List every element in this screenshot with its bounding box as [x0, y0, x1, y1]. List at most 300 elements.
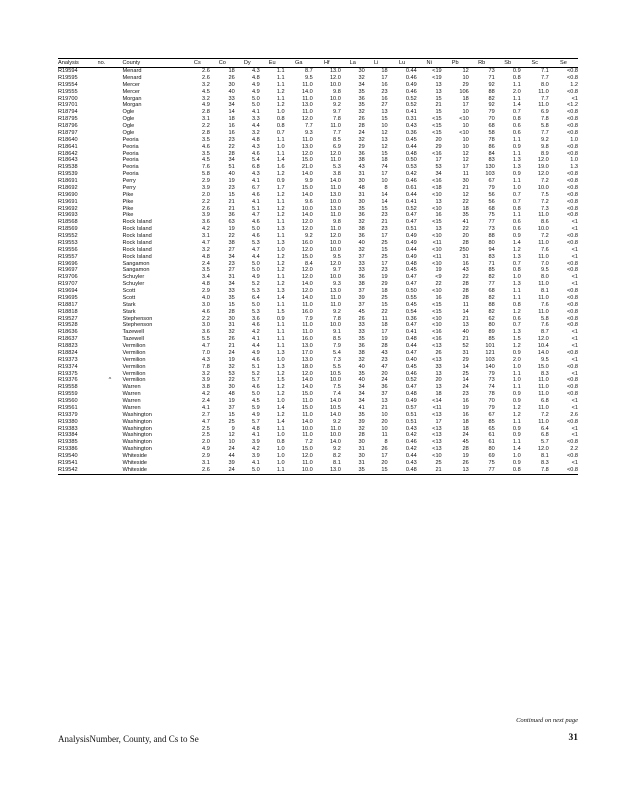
table-cell: 5.5 [202, 336, 210, 343]
table-cell: <9 [435, 274, 442, 281]
table-cell: R18692 [58, 184, 78, 191]
table-cell: 28 [358, 432, 365, 439]
table-cell: 3.2 [202, 246, 210, 253]
table-cell [98, 82, 123, 89]
table-cell: 23 [381, 267, 388, 274]
table-cell [98, 322, 123, 329]
table-row [58, 343, 578, 350]
table-cell: 83 [488, 253, 495, 260]
table-cell [98, 233, 123, 240]
table-cell [98, 384, 123, 391]
table-cell: R19379 [58, 411, 78, 418]
table-cell: 0.7 [512, 322, 521, 329]
table-cell [98, 254, 123, 261]
table-cell: 7.7 [541, 95, 549, 102]
table-cell: 17 [462, 164, 469, 171]
table-cell: 33 [358, 260, 365, 267]
table-cell: <0.8 [566, 191, 578, 198]
table-cell: R19552 [58, 233, 78, 239]
table-cell: 4.4 [251, 123, 260, 129]
table-cell: 4.9 [202, 102, 210, 109]
table-cell: 0.43 [405, 123, 417, 129]
table-cell: 36 [358, 212, 365, 219]
table-cell: 21 [228, 343, 235, 349]
table-cell: 40 [358, 377, 365, 384]
table-cell: 35 [358, 102, 365, 109]
table-row [58, 157, 578, 164]
table-cell: 25 [381, 294, 388, 301]
table-cell: 1.0 [512, 377, 521, 384]
table-cell: 67 [488, 178, 495, 184]
table-row [58, 123, 578, 130]
table-cell [98, 89, 123, 96]
table-cell: 5.4 [251, 157, 260, 164]
table-cell: 0.44 [405, 191, 417, 198]
table-cell: 0.49 [405, 233, 417, 239]
table-cell: 22 [462, 226, 469, 233]
table-cell: 11.0 [302, 95, 313, 102]
table-cell: 21 [228, 198, 235, 205]
table-cell: 0.41 [405, 198, 417, 205]
table-cell: 17 [381, 74, 388, 81]
table-cell: Washington [122, 439, 152, 446]
table-cell: <16 [432, 178, 442, 184]
table-cell: 0.9 [512, 391, 521, 398]
table-cell: 3.2 [251, 129, 260, 136]
table-cell: 1.0 [512, 274, 521, 281]
table-cell: <10 [432, 322, 442, 329]
table-cell: 7.0 [541, 260, 549, 267]
table-cell: 31 [358, 459, 365, 466]
table-cell: 70 [488, 398, 495, 404]
table-cell: 84 [488, 150, 495, 157]
table-cell: <10 [432, 191, 442, 198]
table-cell [98, 130, 123, 137]
table-cell: 74 [488, 384, 495, 391]
table-cell: <13 [432, 356, 442, 363]
table-cell: 13 [462, 322, 469, 329]
table-cell: <11 [432, 253, 442, 260]
table-cell: 48 [228, 391, 235, 398]
table-cell: 43 [462, 267, 469, 274]
table-row [58, 453, 578, 460]
table-cell: 3.1 [202, 116, 210, 123]
table-cell: 4.2 [251, 446, 260, 453]
table-cell: 13.0 [301, 143, 313, 150]
table-cell: 5.3 [251, 308, 260, 315]
table-cell: 12.0 [537, 446, 549, 453]
table-cell: 23 [228, 184, 235, 191]
table-cell: Ogle [122, 116, 135, 123]
table-cell: 3.8 [202, 384, 210, 391]
table-cell: 35 [358, 370, 365, 377]
table-cell: 75 [488, 459, 495, 466]
table-cell: 14.0 [301, 384, 313, 391]
table-cell: R19692 [58, 205, 78, 212]
table-cell [98, 274, 123, 281]
table-cell: 1.1 [512, 370, 521, 377]
table-cell: 20 [462, 233, 469, 239]
column-header: no. [98, 59, 123, 68]
table-cell: 12.0 [537, 157, 549, 164]
table-cell: 11.0 [538, 418, 549, 425]
table-cell: 0.48 [405, 336, 417, 343]
table-cell: 8.3 [541, 370, 549, 377]
table-cell: 77 [469, 467, 495, 474]
table-cell: 1.1 [276, 343, 285, 349]
table-cell: 1.0 [276, 446, 285, 453]
table-cell: 9 [231, 425, 235, 432]
table-cell: 12.0 [301, 370, 313, 377]
table-cell: 27 [228, 267, 235, 274]
table-cell: <0.8 [566, 178, 578, 184]
table-cell: 80 [488, 322, 495, 329]
table-cell: 103 [485, 171, 495, 178]
table-cell: 0.44 [405, 68, 417, 74]
table-cell: 16.0 [301, 336, 313, 343]
table-cell: 14.0 [301, 88, 313, 95]
table-cell: 4.4 [251, 253, 260, 260]
table-cell: 0.43 [405, 425, 417, 432]
table-cell: 10.0 [537, 184, 549, 191]
table-cell [98, 151, 123, 158]
table-cell: 4.7 [251, 246, 260, 253]
table-cell: 0.61 [405, 184, 417, 191]
table-cell: 1.1 [276, 233, 285, 239]
table-cell: 88 [488, 301, 495, 308]
table-cell: Washington [122, 418, 152, 425]
table-cell: 0.50 [405, 157, 417, 164]
table-cell: 0.8 [512, 205, 521, 212]
table-cell: 4.3 [251, 68, 260, 74]
table-row [58, 384, 578, 391]
table-cell: 9.1 [333, 329, 341, 336]
column-header: Analysis [58, 59, 98, 68]
table-cell: 10.0 [329, 198, 341, 205]
table-cell [98, 316, 123, 323]
table-cell: Peoria [122, 164, 139, 171]
table-cell: 10.4 [537, 343, 549, 349]
table-cell: 11.0 [302, 398, 313, 404]
table-cell: 10.5 [329, 370, 341, 377]
table-cell: 8.0 [541, 274, 549, 281]
table-cell: 3.8 [333, 171, 341, 178]
table-cell: 27 [381, 102, 388, 109]
table-cell: <0.8 [566, 239, 578, 246]
table-cell: 11.0 [538, 281, 549, 288]
table-cell: 11.0 [538, 253, 549, 260]
table-cell: 3.5 [202, 267, 210, 274]
table-cell: Scott [122, 294, 136, 301]
table-cell: 30 [358, 198, 365, 205]
table-cell: 3.9 [202, 377, 210, 384]
table-cell: 1.4 [276, 404, 285, 411]
table-cell: 13.0 [301, 356, 313, 363]
table-cell: 5.5 [333, 363, 341, 370]
table-cell: 10.0 [301, 425, 313, 432]
column-header: La [341, 59, 365, 68]
table-cell: 16 [462, 411, 469, 418]
table-row [58, 206, 578, 213]
table-cell: R18569 [58, 226, 78, 233]
table-cell: 7.7 [541, 129, 549, 136]
table-cell: 4.8 [202, 253, 210, 260]
table-cell: 79 [488, 370, 495, 377]
table-cell: 92 [488, 81, 495, 88]
table-cell: 3.0 [202, 301, 210, 308]
table-cell: 17 [435, 418, 442, 425]
table-cell: 11.0 [330, 425, 341, 432]
table-cell: 10.0 [537, 226, 549, 233]
table-cell: 24 [358, 129, 365, 136]
table-cell: 36 [358, 150, 365, 157]
table-cell: 15 [381, 205, 388, 212]
table-cell: 18 [462, 95, 469, 102]
continued-note: Continued on next page [516, 717, 578, 724]
table-cell: 36 [381, 384, 388, 391]
table-cell: 6.8 [251, 164, 260, 171]
table-cell: Washington [122, 446, 152, 453]
table-cell: R18642 [58, 150, 78, 157]
table-cell: 9.7 [333, 109, 341, 116]
table-cell: 4.0 [202, 294, 210, 301]
table-cell: 19 [228, 178, 235, 184]
column-header: Sb [495, 59, 521, 68]
table-cell: 18 [381, 322, 388, 329]
table-cell: <0.8 [566, 308, 578, 315]
table-cell: 35 [358, 88, 365, 95]
table-cell: 1.2 [276, 191, 285, 198]
table-cell [98, 309, 123, 316]
table-cell: 11.0 [302, 432, 313, 439]
table-cell: 1.2 [512, 308, 521, 315]
table-cell: <0.8 [566, 123, 578, 129]
table-cell: <1 [571, 274, 578, 281]
table-cell: 23 [381, 88, 388, 95]
table-cell: 3.9 [202, 212, 210, 219]
table-cell [98, 453, 123, 460]
table-cell: R19542 [58, 467, 98, 474]
table-cell: 28 [462, 288, 469, 294]
table-cell: <15 [432, 116, 442, 123]
table-cell: 13 [435, 198, 442, 205]
table-cell: 9.6 [304, 198, 313, 205]
table-row [58, 151, 578, 158]
table-cell: 0.9 [512, 143, 521, 150]
table-cell: 11.0 [538, 102, 549, 109]
table-cell: 28 [462, 446, 469, 453]
table-cell: <10 [432, 205, 442, 212]
table-cell: 29 [358, 143, 365, 150]
table-cell: 7.7 [541, 74, 549, 81]
table-row [58, 329, 578, 336]
table-cell: 0.8 [276, 439, 285, 446]
table-cell: 14.0 [329, 398, 341, 404]
table-cell: 33 [435, 363, 442, 370]
table-cell: Peoria [122, 157, 139, 164]
table-cell: 52 [462, 343, 469, 349]
table-cell: 1.0 [512, 363, 521, 370]
table-cell: 0.9 [512, 425, 521, 432]
table-cell: 3.9 [202, 184, 210, 191]
table-row [58, 412, 578, 419]
table-cell: 0.47 [405, 219, 417, 226]
table-cell: 21 [462, 184, 469, 191]
table-cell: 37 [381, 391, 388, 398]
table-cell: R19553 [58, 239, 78, 246]
table-cell: 1.1 [276, 68, 285, 74]
table-cell: 4.1 [202, 404, 210, 411]
table-cell: 73 [488, 377, 495, 384]
table-cell: 15.0 [301, 404, 313, 411]
table-cell: 22 [228, 233, 235, 239]
table-cell: 13.0 [329, 205, 341, 212]
table-cell: 14.0 [301, 171, 313, 178]
table-cell: R19376 [58, 377, 78, 384]
table-cell: <0.8 [566, 184, 578, 191]
table-cell: 31 [462, 253, 469, 260]
table-cell: 13.0 [301, 102, 313, 109]
table-cell: 3.6 [251, 315, 260, 322]
table-cell: Scott [122, 288, 136, 294]
table-cell: R18824 [58, 349, 78, 356]
table-cell: 34 [435, 171, 442, 178]
table-cell: 1.4 [512, 239, 521, 246]
table-cell: 0.52 [405, 377, 417, 384]
table-cell: 41 [358, 404, 365, 411]
table-cell: 13.0 [301, 343, 313, 349]
table-cell: 18 [381, 68, 388, 74]
table-cell: 6.8 [541, 398, 549, 404]
table-cell: 9.5 [541, 267, 549, 274]
table-cell: 32 [358, 356, 365, 363]
table-row [58, 164, 578, 171]
table-cell: <0.8 [566, 288, 578, 294]
table-cell: 4.1 [251, 336, 260, 343]
table-cell: <15 [432, 129, 442, 136]
table-cell: 82 [488, 308, 495, 315]
table-cell: 80 [488, 239, 495, 246]
table-cell: R19541 [58, 459, 78, 466]
table-cell: <0.8 [566, 116, 578, 123]
table-cell: 33 [358, 322, 365, 329]
table-cell: 15.0 [301, 391, 313, 398]
table-cell: 1.2 [276, 212, 285, 219]
table-cell: 0.7 [512, 198, 521, 205]
table-cell: 15 [381, 150, 388, 157]
table-cell: 77 [488, 281, 495, 288]
table-cell: 1.4 [276, 157, 285, 164]
table-cell: 20 [381, 370, 388, 377]
table-cell: 21 [228, 205, 235, 212]
table-cell: 2.2 [202, 315, 210, 322]
table-cell: 4.7 [202, 239, 210, 246]
table-cell: 26 [228, 336, 235, 343]
table-cell: 33 [228, 95, 235, 102]
table-cell: 4.6 [251, 150, 260, 157]
table-cell: 1.1 [512, 95, 521, 102]
table-cell: Peoria [122, 136, 139, 143]
table-cell: 85 [488, 336, 495, 343]
table-cell: 74 [381, 164, 388, 171]
table-cell: 1.1 [276, 81, 285, 88]
table-cell: 3.5 [202, 136, 210, 143]
table-cell: 4.2 [251, 329, 260, 336]
table-cell: 10 [462, 123, 469, 129]
table-cell: 73 [488, 226, 495, 233]
table-cell: 24 [210, 467, 235, 474]
table-cell: Rock Island [122, 246, 152, 253]
analysis-table [58, 58, 578, 475]
table-cell: <1 [571, 398, 578, 404]
table-cell: 4.6 [251, 356, 260, 363]
table-cell: R18637 [58, 336, 78, 343]
table-cell: 106 [459, 88, 469, 95]
table-cell: 5.3 [333, 164, 341, 171]
table-cell: 51 [228, 164, 235, 171]
table-cell: 7.2 [304, 439, 313, 446]
table-cell: 4.4 [251, 343, 260, 349]
table-cell: <16 [432, 329, 442, 336]
table-cell: 5.3 [251, 239, 260, 246]
table-cell: 12 [381, 143, 388, 150]
table-cell: 77 [488, 219, 495, 226]
table-cell: 0.8 [512, 116, 521, 123]
table-cell: 28 [462, 294, 469, 301]
table-cell [98, 185, 123, 192]
table-cell: 1.2 [512, 411, 521, 418]
table-cell: 12 [462, 68, 469, 74]
table-cell: 7.5 [333, 384, 341, 391]
table-cell: 11.0 [330, 184, 341, 191]
table-cell: 0.45 [405, 267, 417, 274]
table-cell: 34 [228, 102, 235, 109]
table-cell: 15 [435, 95, 442, 102]
table-cell: 28 [358, 123, 365, 129]
table-cell: 1.1 [512, 288, 521, 294]
table-cell: Sangamon [122, 267, 150, 274]
table-cell: 18 [381, 157, 388, 164]
table-cell: 11 [381, 315, 388, 322]
table-row [58, 144, 578, 151]
table-cell: 17 [381, 453, 388, 459]
table-cell: 0.48 [405, 391, 417, 398]
table-cell: 0.43 [405, 459, 417, 466]
table-cell [98, 336, 123, 343]
table-cell: 29 [435, 143, 442, 150]
table-cell: 12.0 [301, 288, 313, 294]
table-cell: 32 [358, 246, 365, 253]
table-cell: 28 [381, 343, 388, 349]
table-cell: 2.9 [202, 178, 210, 184]
table-cell: 0.9 [512, 349, 521, 356]
table-cell: 22 [381, 308, 388, 315]
table-cell: Pike [122, 205, 134, 212]
table-cell: 4.9 [251, 274, 260, 281]
table-cell: <0.8 [566, 322, 578, 329]
table-cell: 23 [228, 260, 235, 267]
table-cell: <10 [432, 453, 442, 459]
table-row [58, 350, 578, 357]
table-cell: 4.9 [251, 88, 260, 95]
table-cell: 44 [228, 453, 235, 459]
table-cell: Warren [122, 391, 141, 398]
table-cell: 15 [228, 411, 235, 418]
table-cell: 0.8 [276, 123, 285, 129]
table-cell: 14.0 [301, 294, 313, 301]
table-cell: R18643 [58, 157, 78, 164]
table-cell: 16.0 [301, 308, 313, 315]
